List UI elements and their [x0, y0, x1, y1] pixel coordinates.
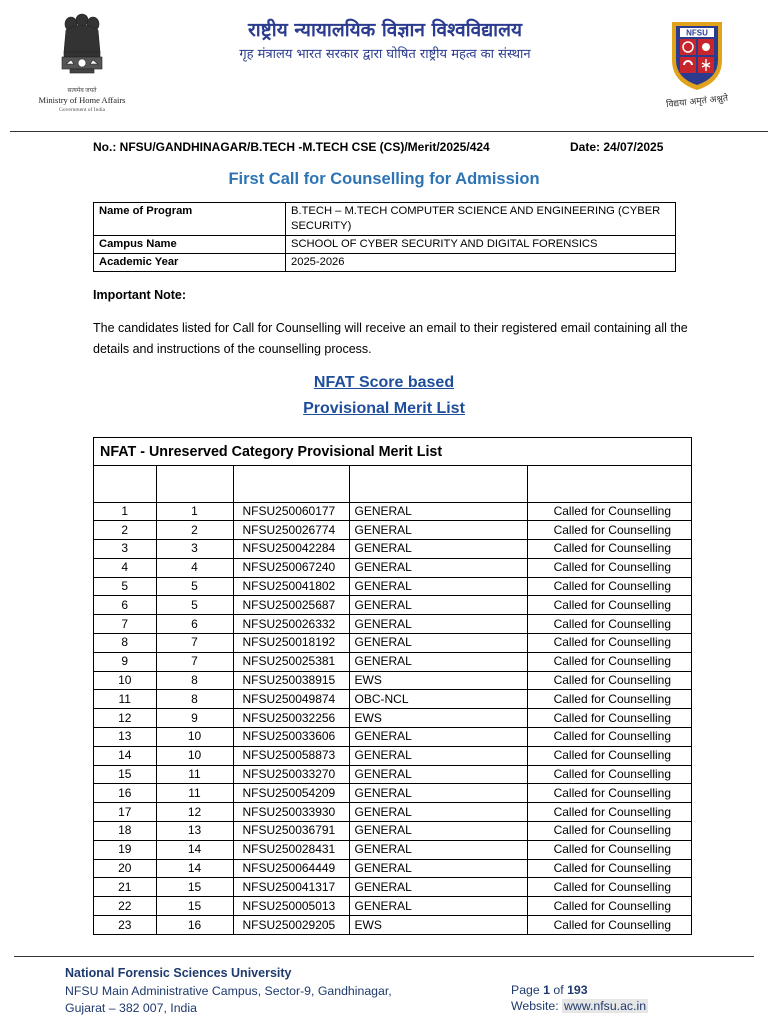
- status-cell: Called for Counselling: [527, 728, 691, 747]
- category-cell: GENERAL: [349, 803, 527, 822]
- application-no-cell: NFSU250036791: [233, 822, 349, 841]
- header-divider: [10, 131, 768, 132]
- serial-cell: 1: [94, 502, 156, 521]
- table-row: [94, 652, 691, 671]
- rank-cell: 6: [156, 615, 233, 634]
- footer-address-line1: NFSU Main Administrative Campus, Sector-9, Gandhinagar,: [65, 984, 392, 998]
- status-cell: Called for Counselling: [527, 652, 691, 671]
- rank-cell: 8: [156, 671, 233, 690]
- application-no-cell: NFSU250028431: [233, 840, 349, 859]
- rank-cell: 11: [156, 784, 233, 803]
- nfsu-logo: [654, 16, 740, 111]
- logo-text: NFSU: [686, 28, 708, 38]
- application-no-cell: NFSU250058873: [233, 746, 349, 765]
- status-cell: Called for Counselling: [527, 822, 691, 841]
- table-row: [94, 709, 691, 728]
- serial-cell: 14: [94, 746, 156, 765]
- serial-cell: 12: [94, 709, 156, 728]
- serial-cell: 8: [94, 634, 156, 653]
- rank-cell: 9: [156, 709, 233, 728]
- rank-cell: 1: [156, 502, 233, 521]
- application-no-cell: NFSU250005013: [233, 897, 349, 916]
- footer-address: [65, 983, 425, 1016]
- rank-cell: 7: [156, 634, 233, 653]
- info-value: B.TECH – M.TECH COMPUTER SCIENCE AND ENGINEERING (CYBER SECURITY): [286, 203, 676, 236]
- nfsu-shield-icon: [654, 16, 740, 96]
- merit-list-heading-line2: Provisional Merit List: [303, 400, 465, 417]
- serial-cell: 22: [94, 897, 156, 916]
- status-cell: Called for Counselling: [527, 558, 691, 577]
- category-cell: OBC-NCL: [349, 690, 527, 709]
- footer-divider: [14, 956, 754, 957]
- info-key: Name of Program: [94, 203, 286, 236]
- header-cell: [349, 466, 527, 502]
- table-row: [94, 558, 691, 577]
- category-cell: GENERAL: [349, 652, 527, 671]
- serial-cell: 4: [94, 558, 156, 577]
- application-no-cell: NFSU250060177: [233, 502, 349, 521]
- ministry-name: Ministry of Home Affairs: [38, 95, 126, 105]
- serial-cell: 15: [94, 765, 156, 784]
- header-cell: [527, 466, 691, 502]
- serial-cell: 19: [94, 840, 156, 859]
- rank-cell: 8: [156, 690, 233, 709]
- table-row: [94, 822, 691, 841]
- rank-cell: 14: [156, 840, 233, 859]
- serial-cell: 10: [94, 671, 156, 690]
- table-row: [94, 784, 691, 803]
- info-row: [94, 236, 676, 254]
- serial-cell: 9: [94, 652, 156, 671]
- website-label: Website:: [511, 999, 559, 1013]
- program-info-table: [93, 202, 676, 272]
- category-cell: GENERAL: [349, 746, 527, 765]
- category-cell: GENERAL: [349, 521, 527, 540]
- category-cell: GENERAL: [349, 615, 527, 634]
- application-no-cell: NFSU250033270: [233, 765, 349, 784]
- header-cell: [156, 466, 233, 502]
- emblem-motto: सत्यमेव जयते: [67, 88, 97, 94]
- info-row: [94, 203, 676, 236]
- application-no-cell: NFSU250067240: [233, 558, 349, 577]
- serial-cell: 5: [94, 577, 156, 596]
- info-key: Academic Year: [94, 254, 286, 272]
- table-row: [94, 765, 691, 784]
- category-cell: GENERAL: [349, 634, 527, 653]
- serial-cell: 2: [94, 521, 156, 540]
- university-hindi-subtitle: गृह मंत्रालय भारत सरकार द्वारा घोषित राष्ट्रीय महत्व का संस्थान: [239, 47, 531, 62]
- table-row: [94, 897, 691, 916]
- footer-address-line2: Gujarat – 382 007, India: [65, 1000, 197, 1015]
- rank-cell: 16: [156, 916, 233, 935]
- merit-table-header-row: [94, 466, 691, 502]
- page-of: of: [553, 983, 564, 997]
- status-cell: Called for Counselling: [527, 690, 691, 709]
- status-cell: Called for Counselling: [527, 615, 691, 634]
- category-cell: GENERAL: [349, 577, 527, 596]
- status-cell: Called for Counselling: [527, 596, 691, 615]
- application-no-cell: NFSU250064449: [233, 859, 349, 878]
- status-cell: Called for Counselling: [527, 540, 691, 559]
- category-cell: GENERAL: [349, 859, 527, 878]
- serial-cell: 18: [94, 822, 156, 841]
- merit-table-caption: NFAT - Unreserved Category Provisional Merit List: [94, 438, 691, 466]
- application-no-cell: NFSU250054209: [233, 784, 349, 803]
- rank-cell: 5: [156, 596, 233, 615]
- rank-cell: 14: [156, 859, 233, 878]
- rank-cell: 3: [156, 540, 233, 559]
- merit-table: [93, 437, 692, 935]
- application-no-cell: NFSU250042284: [233, 540, 349, 559]
- info-row: [94, 254, 676, 272]
- table-row: [94, 728, 691, 747]
- application-no-cell: NFSU250025381: [233, 652, 349, 671]
- status-cell: Called for Counselling: [527, 916, 691, 935]
- application-no-cell: NFSU250041802: [233, 577, 349, 596]
- serial-cell: 17: [94, 803, 156, 822]
- category-cell: GENERAL: [349, 502, 527, 521]
- rank-cell: 2: [156, 521, 233, 540]
- status-cell: Called for Counselling: [527, 746, 691, 765]
- page-title: First Call for Counselling for Admission: [228, 170, 540, 188]
- rank-cell: 7: [156, 652, 233, 671]
- status-cell: Called for Counselling: [527, 671, 691, 690]
- rank-cell: 10: [156, 728, 233, 747]
- application-no-cell: NFSU250032256: [233, 709, 349, 728]
- category-cell: GENERAL: [349, 840, 527, 859]
- header-cell: [94, 466, 156, 502]
- application-no-cell: NFSU250033930: [233, 803, 349, 822]
- table-row: [94, 596, 691, 615]
- serial-cell: 7: [94, 615, 156, 634]
- merit-table-grid: [94, 466, 691, 934]
- page-current: 1: [543, 983, 550, 997]
- table-row: [94, 859, 691, 878]
- application-no-cell: NFSU250025687: [233, 596, 349, 615]
- logo-motto: विद्यया अमृतं अश्नुते: [665, 93, 729, 111]
- table-row: [94, 671, 691, 690]
- category-cell: GENERAL: [349, 897, 527, 916]
- footer-website: [511, 999, 648, 1013]
- application-no-cell: NFSU250026774: [233, 521, 349, 540]
- website-link[interactable]: www.nfsu.ac.in: [564, 999, 647, 1013]
- status-cell: Called for Counselling: [527, 765, 691, 784]
- note-title: Important Note:: [93, 288, 187, 302]
- status-cell: Called for Counselling: [527, 803, 691, 822]
- application-no-cell: NFSU250018192: [233, 634, 349, 653]
- rank-cell: 4: [156, 558, 233, 577]
- info-value: 2025-2026: [286, 254, 676, 272]
- serial-cell: 20: [94, 859, 156, 878]
- serial-cell: 11: [94, 690, 156, 709]
- page-label: Page: [511, 983, 540, 997]
- government-name: Government of India: [58, 107, 106, 113]
- category-cell: GENERAL: [349, 540, 527, 559]
- header-cell: [233, 466, 349, 502]
- serial-cell: 6: [94, 596, 156, 615]
- status-cell: Called for Counselling: [527, 709, 691, 728]
- note-body: The candidates listed for Call for Counselling will receive an email to their registered email containing all the details and instructions of the counselling process.: [93, 321, 688, 356]
- rank-cell: 5: [156, 577, 233, 596]
- rank-cell: 15: [156, 878, 233, 897]
- status-cell: Called for Counselling: [527, 859, 691, 878]
- application-no-cell: NFSU250049874: [233, 690, 349, 709]
- status-cell: Called for Counselling: [527, 897, 691, 916]
- serial-cell: 16: [94, 784, 156, 803]
- category-cell: EWS: [349, 916, 527, 935]
- application-no-cell: NFSU250026332: [233, 615, 349, 634]
- table-row: [94, 634, 691, 653]
- status-cell: Called for Counselling: [527, 840, 691, 859]
- category-cell: GENERAL: [349, 558, 527, 577]
- page-number: [511, 983, 588, 997]
- serial-cell: 13: [94, 728, 156, 747]
- university-hindi-title: राष्ट्रीय न्यायालयिक विज्ञान विश्वविद्यालय: [247, 19, 522, 41]
- application-no-cell: NFSU250038915: [233, 671, 349, 690]
- page-total: 193: [567, 983, 588, 997]
- status-cell: Called for Counselling: [527, 878, 691, 897]
- lion-capital-icon: [56, 12, 108, 84]
- table-row: [94, 916, 691, 935]
- table-row: [94, 803, 691, 822]
- table-row: [94, 746, 691, 765]
- table-row: [94, 615, 691, 634]
- table-row: [94, 521, 691, 540]
- category-cell: GENERAL: [349, 878, 527, 897]
- application-no-cell: NFSU250041317: [233, 878, 349, 897]
- serial-cell: 23: [118, 917, 132, 932]
- rank-cell: 12: [156, 803, 233, 822]
- category-cell: GENERAL: [349, 596, 527, 615]
- reference-number: No.: NFSU/GANDHINAGAR/B.TECH -M.TECH CSE (CS)/Merit/2025/424: [93, 140, 490, 154]
- category-cell: GENERAL: [349, 765, 527, 784]
- application-no-cell: NFSU250033606: [233, 728, 349, 747]
- serial-cell: 3: [94, 540, 156, 559]
- table-row: [94, 577, 691, 596]
- rank-cell: 10: [156, 746, 233, 765]
- rank-cell: 11: [156, 765, 233, 784]
- category-cell: GENERAL: [349, 784, 527, 803]
- rank-cell: 15: [156, 897, 233, 916]
- table-row: [94, 540, 691, 559]
- table-row: [94, 878, 691, 897]
- info-key: Campus Name: [94, 236, 286, 254]
- merit-list-heading-line1: NFAT Score based: [313, 374, 455, 391]
- category-cell: GENERAL: [349, 728, 527, 747]
- category-cell: EWS: [349, 709, 527, 728]
- table-row: [94, 502, 691, 521]
- table-row: [94, 840, 691, 859]
- status-cell: Called for Counselling: [527, 521, 691, 540]
- status-cell: Called for Counselling: [527, 502, 691, 521]
- info-value: SCHOOL OF CYBER SECURITY AND DIGITAL FORENSICS: [286, 236, 676, 254]
- status-cell: Called for Counselling: [527, 634, 691, 653]
- ministry-emblem: [30, 12, 134, 112]
- category-cell: GENERAL: [349, 822, 527, 841]
- footer-university: National Forensic Sciences University: [65, 966, 292, 980]
- rank-cell: 13: [156, 822, 233, 841]
- category-cell: EWS: [349, 671, 527, 690]
- status-cell: Called for Counselling: [527, 784, 691, 803]
- status-cell: Called for Counselling: [527, 577, 691, 596]
- table-row: [94, 690, 691, 709]
- reference-date: Date: 24/07/2025: [570, 140, 664, 154]
- application-no-cell: NFSU250029205: [233, 916, 349, 935]
- serial-cell: 21: [94, 878, 156, 897]
- merit-list-heading: [0, 370, 768, 422]
